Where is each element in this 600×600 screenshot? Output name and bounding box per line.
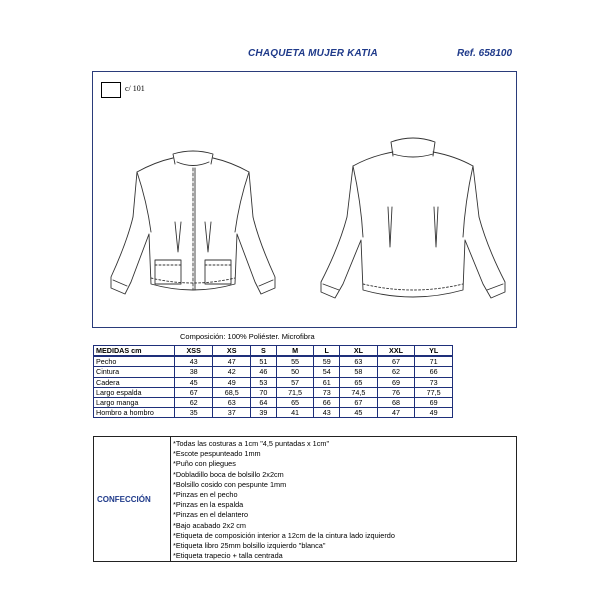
list-item: *Etiqueta trapecio + talla centrada <box>173 551 283 561</box>
list-item: *Bajo acabado 2x2 cm <box>173 520 247 530</box>
size-measurement-table <box>93 345 453 418</box>
measure-value: 38 <box>175 367 213 377</box>
measure-value: 42 <box>213 367 251 377</box>
measure-value: 41 <box>276 408 314 418</box>
list-item: *Etiqueta libro 25mm bolsillo izquierdo "blanca" <box>173 541 326 551</box>
measure-label: Largo espalda <box>94 387 175 397</box>
size-header-cell: L <box>314 346 340 357</box>
size-header-cell: MEDIDAS cm <box>94 346 175 357</box>
jacket-front-view <box>111 151 275 294</box>
measure-value: 67 <box>377 356 415 367</box>
measure-value: 69 <box>377 377 415 387</box>
measure-value: 45 <box>175 377 213 387</box>
measure-value: 66 <box>415 367 453 377</box>
measure-value: 45 <box>340 408 378 418</box>
size-header-cell: XSS <box>175 346 213 357</box>
measure-value: 49 <box>415 408 453 418</box>
list-item: *Pinzas en la espalda <box>173 500 244 510</box>
measure-value: 65 <box>340 377 378 387</box>
measure-value: 66 <box>314 397 340 407</box>
measure-value: 73 <box>415 377 453 387</box>
measure-value: 47 <box>377 408 415 418</box>
measure-value: 70 <box>251 387 277 397</box>
table-row <box>94 397 453 407</box>
measure-value: 71,5 <box>276 387 314 397</box>
measure-value: 73 <box>314 387 340 397</box>
list-item: *Pinzas en el delantero <box>173 510 249 520</box>
measure-label: Hombro a hombro <box>94 408 175 418</box>
measure-value: 63 <box>213 397 251 407</box>
measure-value: 68 <box>377 397 415 407</box>
list-item: *Puño con pliegues <box>173 459 236 469</box>
confeccion-section <box>93 436 517 562</box>
measure-value: 43 <box>314 408 340 418</box>
measure-value: 67 <box>340 397 378 407</box>
measure-label: Cintura <box>94 367 175 377</box>
measure-value: 69 <box>415 397 453 407</box>
measure-value: 47 <box>213 356 251 367</box>
measure-value: 54 <box>314 367 340 377</box>
reference-number: Ref. 658100 <box>457 48 513 59</box>
measure-value: 74,5 <box>340 387 378 397</box>
jacket-flat-sketch <box>93 72 518 329</box>
size-header-cell: XS <box>213 346 251 357</box>
size-header-cell: M <box>276 346 314 357</box>
measure-value: 39 <box>251 408 277 418</box>
list-item: *Etiqueta de composición interior a 12cm de la cintura lado izquierdo <box>173 530 395 540</box>
color-code: c/ 101 <box>125 84 145 93</box>
list-item: *Dobladillo boca de bolsillo 2x2cm <box>173 469 284 479</box>
list-item: *Bolsillo cosido con pespunte 1mm <box>173 479 287 489</box>
size-table-header <box>94 346 453 357</box>
measure-value: 65 <box>276 397 314 407</box>
measure-label: Pecho <box>94 356 175 367</box>
measure-value: 46 <box>251 367 277 377</box>
measure-value: 77,5 <box>415 387 453 397</box>
measure-value: 37 <box>213 408 251 418</box>
size-header-cell: XXL <box>377 346 415 357</box>
list-item: *Pinzas en el pecho <box>173 490 238 500</box>
measure-label: Largo manga <box>94 397 175 407</box>
composition-note: Composición: 100% Poliéster. Microfibra <box>180 332 315 341</box>
measure-value: 64 <box>251 397 277 407</box>
size-header-cell: YL <box>415 346 453 357</box>
table-row <box>94 367 453 377</box>
table-row <box>94 356 453 367</box>
table-row <box>94 387 453 397</box>
measure-value: 49 <box>213 377 251 387</box>
size-header-cell: S <box>251 346 277 357</box>
measure-value: 68,5 <box>213 387 251 397</box>
measure-value: 63 <box>340 356 378 367</box>
document-title: CHAQUETA MUJER KATIA <box>248 48 378 59</box>
measure-value: 55 <box>276 356 314 367</box>
measure-value: 62 <box>377 367 415 377</box>
confeccion-label-cell <box>94 437 171 561</box>
measure-value: 59 <box>314 356 340 367</box>
measure-value: 51 <box>251 356 277 367</box>
measure-value: 35 <box>175 408 213 418</box>
measure-label: Cadera <box>94 377 175 387</box>
table-row <box>94 408 453 418</box>
jacket-back-view <box>321 138 505 298</box>
technical-drawing-frame <box>92 71 517 328</box>
measure-value: 71 <box>415 356 453 367</box>
confeccion-label: CONFECCIÓN <box>97 495 151 504</box>
measure-value: 67 <box>175 387 213 397</box>
measure-value: 76 <box>377 387 415 397</box>
measure-value: 43 <box>175 356 213 367</box>
measure-value: 61 <box>314 377 340 387</box>
measure-value: 50 <box>276 367 314 377</box>
table-row <box>94 377 453 387</box>
measure-value: 53 <box>251 377 277 387</box>
measure-value: 58 <box>340 367 378 377</box>
size-header-cell: XL <box>340 346 378 357</box>
list-item: *Escote pespunteado 1mm <box>173 449 261 459</box>
list-item: *Todas las costuras a 1cm "4,5 puntadas x 1cm" <box>173 439 330 448</box>
confeccion-instructions <box>173 439 395 561</box>
measure-value: 57 <box>276 377 314 387</box>
measure-value: 62 <box>175 397 213 407</box>
